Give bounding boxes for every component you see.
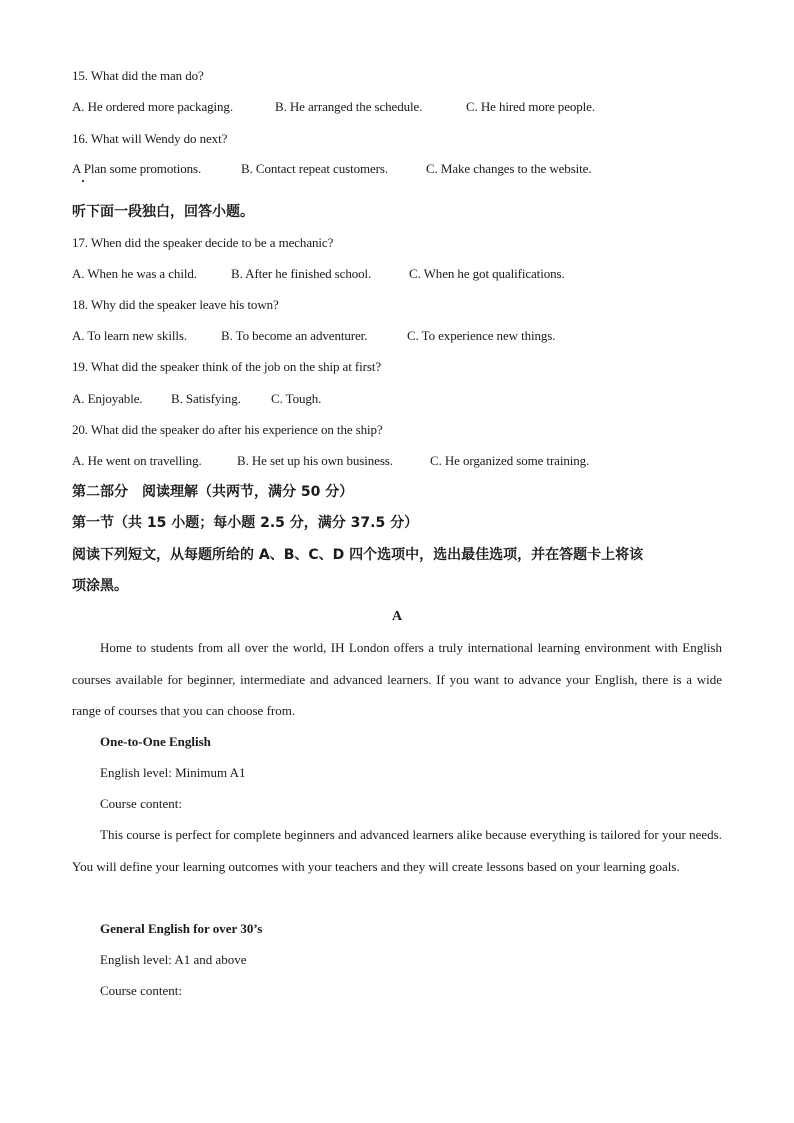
question-16: 16. What will Wendy do next? xyxy=(72,131,228,146)
question-16-options xyxy=(72,161,592,177)
option-b[interactable]: B. To become an adventurer. xyxy=(221,328,368,343)
question-15-options xyxy=(72,99,595,115)
course-1-title: One-to-One English xyxy=(100,734,211,749)
reading-instruction-line1: 阅读下列短文，从每题所给的 A、B、C、D 四个选项中，选出最佳选项，并在答题卡上将该 xyxy=(72,547,644,563)
option-a[interactable]: A. Enjoyable. xyxy=(72,391,143,406)
passage-label: A xyxy=(391,609,403,624)
monologue-instruction: 听下面一段独白，回答小题。 xyxy=(72,204,254,220)
option-a[interactable]: A Plan some promotions. xyxy=(72,161,202,176)
option-a[interactable]: A. When he was a child. xyxy=(72,266,197,281)
option-c[interactable]: C. He hired more people. xyxy=(466,99,596,114)
question-19-options xyxy=(72,391,321,407)
course-2-title: General English for over 30’s xyxy=(100,921,263,936)
question-15: 15. What did the man do? xyxy=(72,68,204,83)
question-20: 20. What did the speaker do after his experience on the ship? xyxy=(72,422,383,437)
reading-instruction-line2: 项涂黑。 xyxy=(72,578,128,594)
option-b[interactable]: B. He set up his own business. xyxy=(237,453,393,468)
option-c[interactable]: C. Make changes to the website. xyxy=(426,161,592,176)
question-17-options xyxy=(72,266,565,282)
course-1-content-label: Course content: xyxy=(100,796,182,811)
option-c[interactable]: C. When he got qualifications. xyxy=(409,266,565,281)
option-b[interactable]: B. Satisfying. xyxy=(171,391,241,406)
reading-part-title: 第二部分 阅读理解（共两节，满分 50 分） xyxy=(72,484,354,500)
question-17: 17. When did the speaker decide to be a mechanic? xyxy=(72,235,334,250)
passage-intro: Home to students from all over the world, IH London offers a truly international learning environment with English courses available for beginner, intermediate and advanced learners. If you want to advance your English, there is a wide range of courses that you can choose from. xyxy=(72,640,722,718)
option-c[interactable]: C. He organized some training. xyxy=(430,453,590,468)
option-b[interactable]: B. Contact repeat customers. xyxy=(241,161,389,176)
option-b[interactable]: B. He arranged the schedule. xyxy=(275,99,423,114)
option-a[interactable]: A. He went on travelling. xyxy=(72,453,202,468)
option-c[interactable]: C. Tough. xyxy=(271,391,322,406)
option-a[interactable]: A. To learn new skills. xyxy=(72,328,187,343)
reading-section-title: 第一节（共 15 小题；每小题 2.5 分，满分 37.5 分） xyxy=(72,515,419,531)
question-18-options xyxy=(72,328,555,344)
option-a[interactable]: A. He ordered more packaging. xyxy=(72,99,233,114)
course-2-content-label: Course content: xyxy=(100,983,182,998)
stray-mark xyxy=(82,180,84,182)
question-18: 18. Why did the speaker leave his town? xyxy=(72,297,279,312)
question-19: 19. What did the speaker think of the job on the ship at first? xyxy=(72,359,382,374)
course-1-content: This course is perfect for complete beginners and advanced learners alike because everything is tailored for your needs. You will define your learning outcomes with your teachers and they will create lessons based on your learning goals. xyxy=(72,827,722,874)
option-c[interactable]: C. To experience new things. xyxy=(407,328,556,343)
course-1-level: English level: Minimum A1 xyxy=(100,765,246,780)
option-b[interactable]: B. After he finished school. xyxy=(231,266,372,281)
course-2-level: English level: A1 and above xyxy=(100,952,247,967)
question-20-options xyxy=(72,453,589,469)
